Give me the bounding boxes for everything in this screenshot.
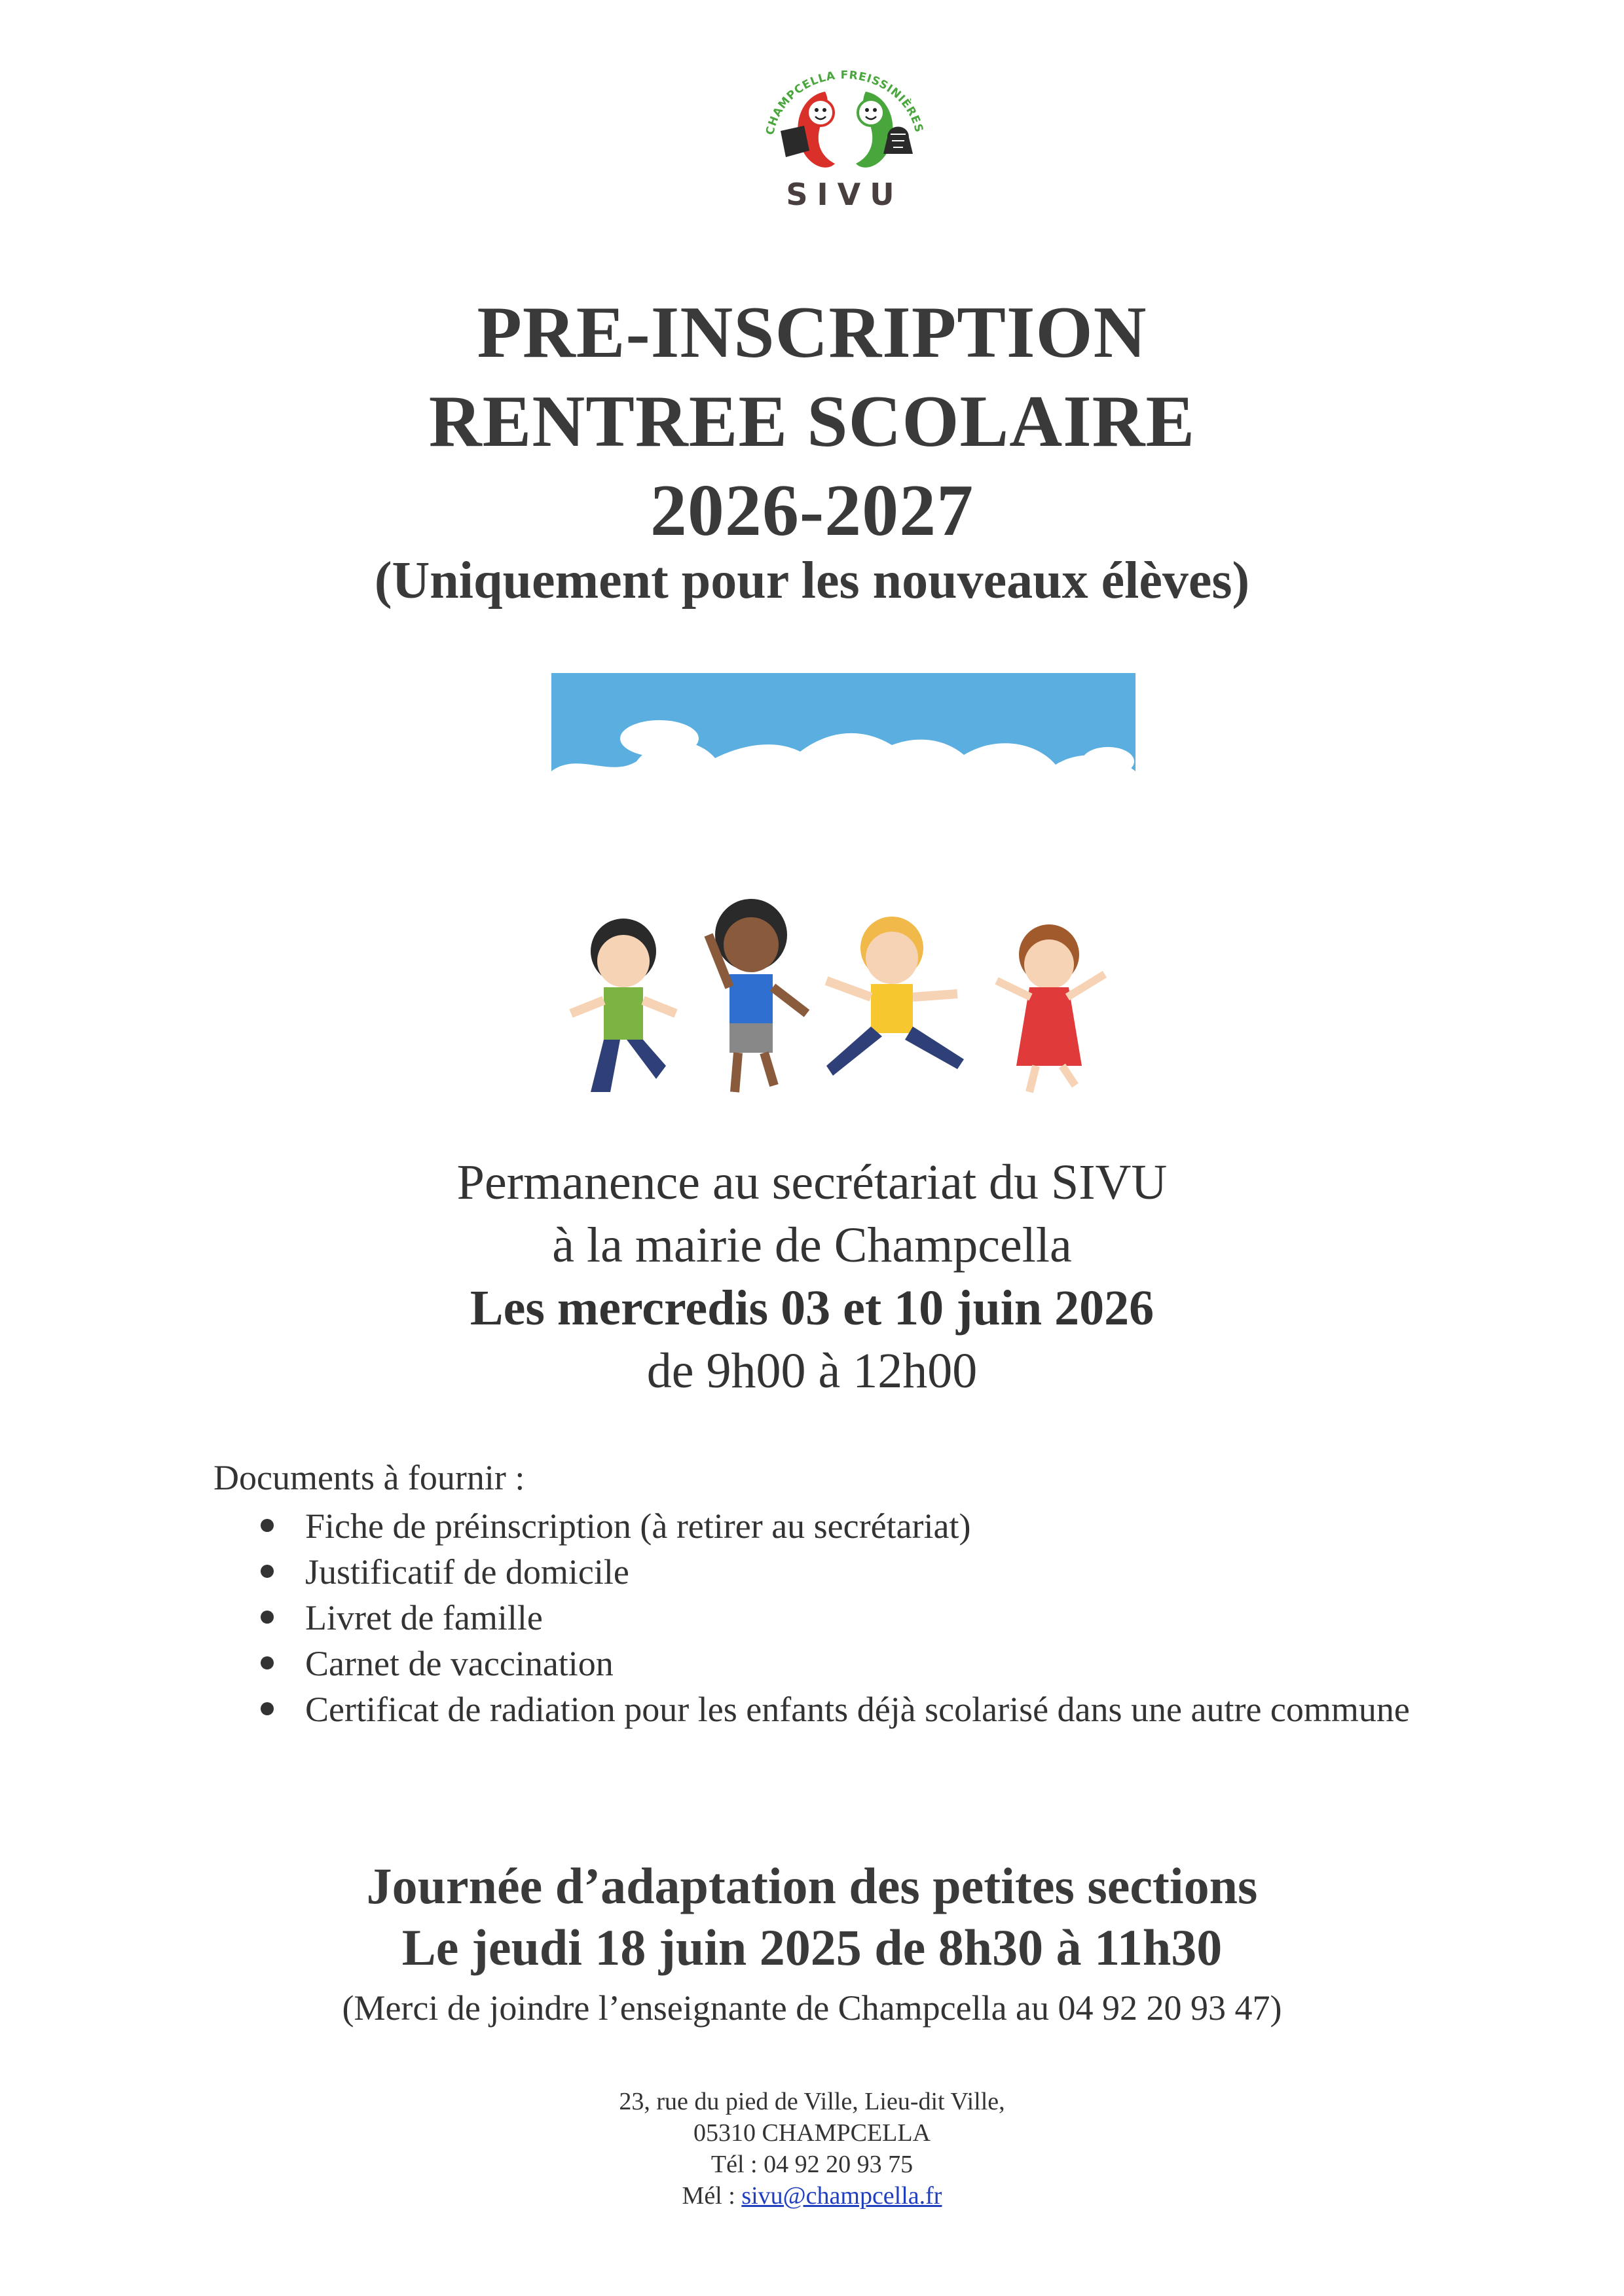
document-item-text: Certificat de radiation pour les enfants déjà scolarisé dans une autre commune [305,1690,1410,1729]
email-link[interactable]: sivu@champcella.fr [741,2182,942,2210]
child-4 [997,924,1105,1092]
list-item [255,1595,1434,1641]
bullet-icon [261,1565,274,1578]
logo-wordmark: SIVU [786,177,904,212]
bullet-icon [261,1702,274,1715]
permanence-line-1: Permanence au secrétariat du SIVU [456,1155,1168,1210]
title-subtitle: (Uniquement pour les nouveaux élèves) [374,552,1250,610]
title-line-1: PRE-INSCRIPTION [477,292,1147,373]
adaptation-title: Journée d’adaptation des petites sections [366,1857,1258,1914]
bullet-icon [261,1611,274,1624]
logo-arc-text: CHAMPCELLA FREISSINIÈRES [764,69,926,136]
child-3 [826,917,964,1076]
adaptation-note: (Merci de joindre l’enseignante de Champcella au 04 92 20 93 47) [342,1988,1282,2028]
bullet-icon [261,1656,274,1669]
list-item [255,1686,1434,1732]
footer-email-line [0,2180,1624,2212]
title-line-2: RENTREE SCOLAIRE [428,381,1196,462]
child-1 [571,919,676,1092]
documents-label: Documents à fournir : [213,1458,525,1497]
footer-address-line-2: 05310 CHAMPCELLA [693,2119,931,2147]
list-item [255,1503,1434,1549]
bullet-icon [261,1519,274,1532]
children-jumping-illustration [551,673,1135,1099]
document-item-text: Carnet de vaccination [305,1644,614,1683]
document-item-text: Fiche de préinscription (à retirer au secrétariat) [305,1506,971,1546]
document-item-text: Livret de famille [305,1598,543,1637]
permanence-dates: Les mercredis 03 et 10 juin 2026 [470,1281,1154,1336]
permanence-line-2: à la mairie de Champcella [552,1218,1072,1273]
footer-phone: Tél : 04 92 20 93 75 [710,2151,913,2178]
list-item [255,1641,1434,1686]
email-label: Mél : [682,2182,742,2210]
title-year: 2026-2027 [650,470,974,551]
permanence-hours: de 9h00 à 12h00 [646,1343,978,1398]
child-2 [709,899,807,1092]
document-item-text: Justificatif de domicile [305,1552,629,1592]
footer-address-line-1: 23, rue du pied de Ville, Lieu-dit Ville, [619,2088,1005,2115]
list-item [255,1549,1434,1595]
documents-list [255,1503,1434,1732]
adaptation-date: Le jeudi 18 juin 2025 de 8h30 à 11h30 [401,1919,1223,1976]
svg-text:CHAMPCELLA FREISSINIÈRES [764,69,925,136]
